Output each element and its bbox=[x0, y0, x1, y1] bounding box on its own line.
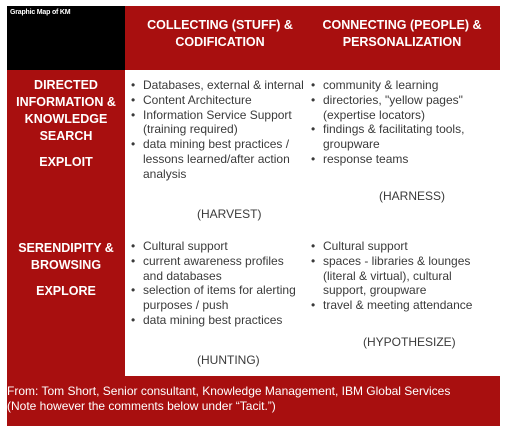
row-label-line: KNOWLEDGE bbox=[24, 112, 108, 126]
source-footer bbox=[7, 384, 450, 414]
row-label-line: SERENDIPITY & bbox=[18, 241, 114, 255]
km-map-diagram bbox=[7, 6, 500, 426]
diagram-title: Graphic Map of KM bbox=[10, 9, 71, 16]
footer-line: From: Tom Short, Senior consultant, Knowledge Management, IBM Global Services bbox=[7, 384, 451, 398]
list-item: • community & learning bbox=[311, 78, 497, 93]
row-label-line: SEARCH bbox=[39, 129, 93, 143]
row-label-sub: EXPLORE bbox=[36, 284, 96, 298]
list-item: • travel & meeting attendance bbox=[311, 298, 497, 313]
list-item: • selection of items for alerting purposes / push bbox=[131, 283, 311, 313]
column-header-line: COLLECTING (STUFF) & bbox=[147, 18, 293, 32]
list-item: • Databases, external & internal bbox=[131, 78, 311, 93]
cell-exploit-connecting bbox=[311, 78, 497, 167]
list-item: • current awareness profiles and databases bbox=[131, 254, 311, 284]
row-label-sub: EXPLOIT bbox=[39, 155, 93, 169]
row-label-exploit bbox=[7, 77, 125, 171]
list-item: • Information Service Support (training required) bbox=[131, 108, 311, 138]
list-item: • Content Architecture bbox=[131, 93, 311, 108]
list-item: • response teams bbox=[311, 152, 497, 167]
list-item: • data mining best practices bbox=[131, 313, 311, 328]
cell-explore-connecting bbox=[311, 239, 497, 313]
column-header-line: PERSONALIZATION bbox=[342, 35, 462, 49]
cell-tag-harvest: (HARVEST) bbox=[197, 207, 262, 221]
row-label-line: INFORMATION & bbox=[16, 95, 116, 109]
cell-explore-collecting bbox=[131, 239, 311, 328]
column-header-line: CODIFICATION bbox=[175, 35, 265, 49]
cell-tag-harness: (HARNESS) bbox=[379, 189, 446, 203]
column-header-line: CONNECTING (PEOPLE) & bbox=[322, 18, 482, 32]
list-item: • findings & facilitating tools, groupware bbox=[311, 122, 497, 152]
corner-header bbox=[7, 6, 125, 70]
row-label-line: DIRECTED bbox=[34, 78, 98, 92]
list-item: • Cultural support bbox=[311, 239, 497, 254]
footer-line: (Note however the comments below under “Tacit.”) bbox=[7, 399, 276, 413]
cell-tag-hypothesize: (HYPOTHESIZE) bbox=[363, 335, 456, 349]
cell-exploit-collecting bbox=[131, 78, 311, 182]
list-item: • Cultural support bbox=[131, 239, 311, 254]
list-item: • data mining best practices / lessons learned/after action analysis bbox=[131, 137, 311, 181]
row-label-line: BROWSING bbox=[30, 258, 102, 272]
content-panel bbox=[125, 70, 500, 376]
column-header-connecting bbox=[307, 17, 497, 51]
list-item: • spaces - libraries & lounges (literal & virtual), cultural support, groupware bbox=[311, 254, 497, 298]
cell-tag-hunting: (HUNTING) bbox=[197, 353, 260, 367]
column-header-collecting bbox=[125, 17, 315, 51]
list-item: • directories, "yellow pages" (expertise locators) bbox=[311, 93, 497, 123]
row-label-explore bbox=[7, 240, 125, 300]
